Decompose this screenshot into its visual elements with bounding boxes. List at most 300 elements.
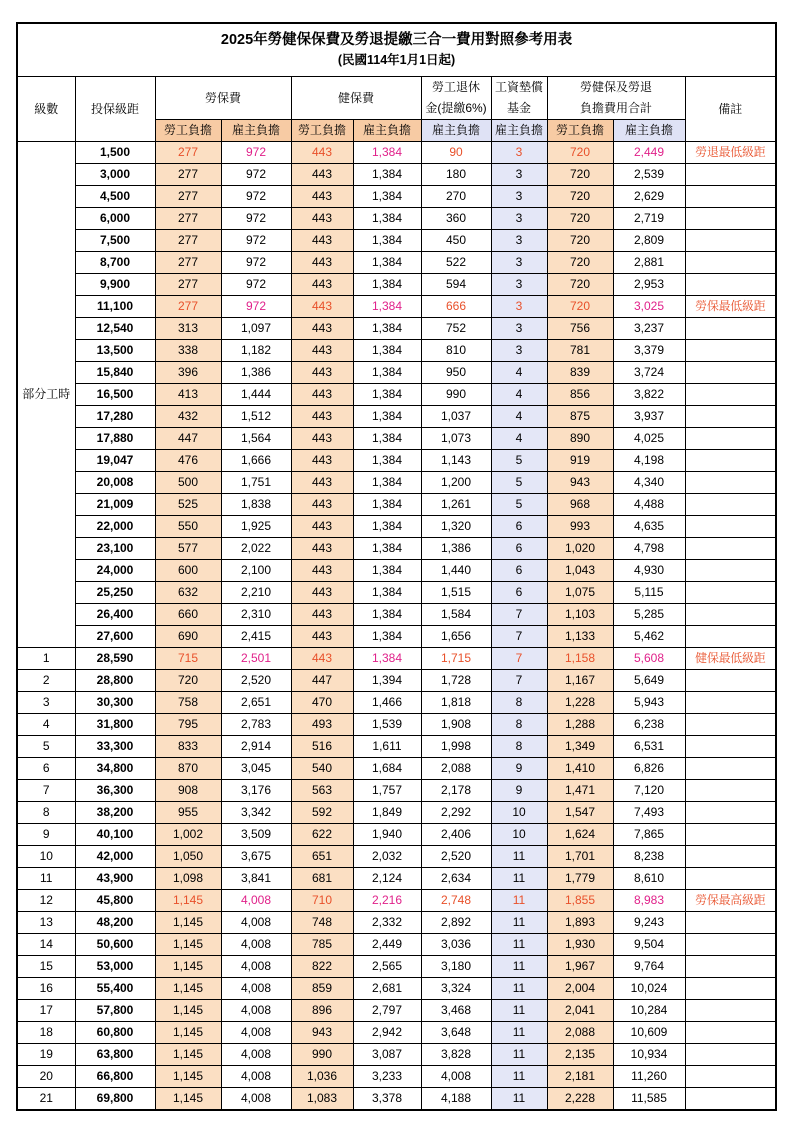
cell-level: 13 [17, 912, 75, 934]
header-level: 級數 [17, 77, 75, 142]
cell-total-employee: 720 [547, 274, 613, 296]
cell-wagefund-employer: 7 [491, 648, 547, 670]
cell-wagefund-employer: 4 [491, 406, 547, 428]
cell-health-employer: 1,940 [353, 824, 421, 846]
header-group-total-line1: 勞健保及勞退 [579, 80, 652, 95]
cell-wagefund-employer: 11 [491, 1000, 547, 1022]
cell-health-employee: 443 [291, 648, 353, 670]
cell-labor-employer: 4,008 [221, 1066, 291, 1088]
cell-labor-employee: 277 [155, 142, 221, 164]
cell-remark [685, 494, 776, 516]
cell-remark: 勞退最低級距 [685, 142, 776, 164]
cell-pension-employer: 2,406 [421, 824, 491, 846]
cell-wagefund-employer: 11 [491, 868, 547, 890]
header-group-wagefund-line2: 基金 [506, 101, 531, 116]
cell-labor-employer: 2,651 [221, 692, 291, 714]
cell-total-employee: 1,547 [547, 802, 613, 824]
cell-health-employee: 443 [291, 538, 353, 560]
cell-total-employee: 1,967 [547, 956, 613, 978]
cell-wagefund-employer: 11 [491, 934, 547, 956]
cell-bracket: 8,700 [75, 252, 155, 274]
cell-health-employee: 681 [291, 868, 353, 890]
header-group-pension-line2: 金(提繳6%) [425, 101, 487, 116]
cell-remark [685, 582, 776, 604]
cell-labor-employee: 1,145 [155, 978, 221, 1000]
cell-bracket: 23,100 [75, 538, 155, 560]
table-row [17, 934, 776, 956]
cell-labor-employer: 4,008 [221, 1088, 291, 1111]
cell-bracket: 66,800 [75, 1066, 155, 1088]
cell-labor-employer: 2,310 [221, 604, 291, 626]
cell-total-employee: 1,158 [547, 648, 613, 670]
table-row [17, 890, 776, 912]
cell-health-employer: 1,466 [353, 692, 421, 714]
table-row [17, 252, 776, 274]
table-row [17, 560, 776, 582]
cell-health-employer: 1,384 [353, 208, 421, 230]
cell-wagefund-employer: 11 [491, 1066, 547, 1088]
cell-health-employee: 443 [291, 450, 353, 472]
cell-labor-employer: 2,501 [221, 648, 291, 670]
cell-pension-employer: 360 [421, 208, 491, 230]
cell-labor-employer: 4,008 [221, 1022, 291, 1044]
cell-bracket: 12,540 [75, 318, 155, 340]
cell-total-employee: 2,088 [547, 1022, 613, 1044]
cell-total-employee: 919 [547, 450, 613, 472]
cell-bracket: 43,900 [75, 868, 155, 890]
table-row [17, 296, 776, 318]
cell-total-employee: 1,228 [547, 692, 613, 714]
cell-total-employee: 781 [547, 340, 613, 362]
cell-health-employee: 1,036 [291, 1066, 353, 1088]
cell-remark [685, 692, 776, 714]
cell-total-employer: 8,238 [613, 846, 685, 868]
cell-health-employer: 1,384 [353, 516, 421, 538]
cell-wagefund-employer: 4 [491, 362, 547, 384]
cell-pension-employer: 90 [421, 142, 491, 164]
cell-level: 6 [17, 758, 75, 780]
cell-health-employer: 2,032 [353, 846, 421, 868]
table-row [17, 692, 776, 714]
cell-pension-employer: 2,634 [421, 868, 491, 890]
cell-labor-employee: 277 [155, 164, 221, 186]
cell-total-employer: 7,865 [613, 824, 685, 846]
cell-level: 14 [17, 934, 75, 956]
subheader-labor-employee: 勞工負擔 [155, 120, 221, 142]
cell-health-employer: 1,384 [353, 406, 421, 428]
cell-labor-employer: 972 [221, 208, 291, 230]
cell-bracket: 33,300 [75, 736, 155, 758]
cell-total-employee: 943 [547, 472, 613, 494]
title-sub: (民國114年1月1日起) [337, 53, 456, 68]
cell-labor-employee: 550 [155, 516, 221, 538]
cell-total-employer: 8,983 [613, 890, 685, 912]
cell-total-employer: 7,120 [613, 780, 685, 802]
cell-remark [685, 780, 776, 802]
cell-wagefund-employer: 8 [491, 692, 547, 714]
cell-labor-employer: 972 [221, 230, 291, 252]
cell-total-employee: 2,181 [547, 1066, 613, 1088]
cell-remark [685, 450, 776, 472]
cell-labor-employer: 2,210 [221, 582, 291, 604]
cell-remark [685, 164, 776, 186]
table-row [17, 362, 776, 384]
cell-remark [685, 604, 776, 626]
table-row [17, 406, 776, 428]
cell-pension-employer: 1,818 [421, 692, 491, 714]
cell-total-employer: 2,449 [613, 142, 685, 164]
cell-health-employer: 2,681 [353, 978, 421, 1000]
cell-remark [685, 274, 776, 296]
cell-total-employee: 875 [547, 406, 613, 428]
cell-health-employer: 1,384 [353, 648, 421, 670]
table-row [17, 186, 776, 208]
table-row [17, 714, 776, 736]
cell-pension-employer: 1,656 [421, 626, 491, 648]
cell-total-employer: 2,881 [613, 252, 685, 274]
cell-labor-employee: 476 [155, 450, 221, 472]
cell-level: 15 [17, 956, 75, 978]
cell-health-employer: 2,216 [353, 890, 421, 912]
cell-labor-employer: 1,666 [221, 450, 291, 472]
cell-bracket: 28,800 [75, 670, 155, 692]
table-row [17, 340, 776, 362]
cell-labor-employer: 3,342 [221, 802, 291, 824]
cell-remark [685, 1044, 776, 1066]
cell-bracket: 26,400 [75, 604, 155, 626]
cell-remark [685, 560, 776, 582]
cell-bracket: 60,800 [75, 1022, 155, 1044]
cell-remark [685, 1022, 776, 1044]
cell-labor-employee: 413 [155, 384, 221, 406]
cell-health-employee: 822 [291, 956, 353, 978]
cell-labor-employer: 4,008 [221, 1000, 291, 1022]
cell-pension-employer: 666 [421, 296, 491, 318]
cell-labor-employee: 338 [155, 340, 221, 362]
cell-remark [685, 538, 776, 560]
cell-level: 20 [17, 1066, 75, 1088]
cell-health-employer: 1,539 [353, 714, 421, 736]
cell-pension-employer: 4,188 [421, 1088, 491, 1111]
cell-pension-employer: 3,180 [421, 956, 491, 978]
cell-level: 8 [17, 802, 75, 824]
cell-total-employer: 8,610 [613, 868, 685, 890]
table-row [17, 1000, 776, 1022]
cell-labor-employer: 972 [221, 296, 291, 318]
cell-health-employer: 2,124 [353, 868, 421, 890]
cell-pension-employer: 1,515 [421, 582, 491, 604]
cell-bracket: 13,500 [75, 340, 155, 362]
cell-wagefund-employer: 4 [491, 428, 547, 450]
cell-health-employee: 443 [291, 516, 353, 538]
cell-labor-employee: 870 [155, 758, 221, 780]
cell-remark: 健保最低級距 [685, 648, 776, 670]
cell-health-employer: 1,384 [353, 384, 421, 406]
cell-bracket: 16,500 [75, 384, 155, 406]
cell-wagefund-employer: 3 [491, 230, 547, 252]
cell-health-employee: 443 [291, 186, 353, 208]
cell-total-employee: 720 [547, 142, 613, 164]
cell-wagefund-employer: 10 [491, 824, 547, 846]
cell-pension-employer: 2,088 [421, 758, 491, 780]
cell-level: 5 [17, 736, 75, 758]
cell-bracket: 19,047 [75, 450, 155, 472]
cell-total-employee: 1,288 [547, 714, 613, 736]
cell-total-employer: 4,635 [613, 516, 685, 538]
cell-labor-employer: 1,444 [221, 384, 291, 406]
cell-health-employee: 443 [291, 252, 353, 274]
cell-wagefund-employer: 6 [491, 516, 547, 538]
cell-total-employer: 7,493 [613, 802, 685, 824]
cell-health-employee: 443 [291, 560, 353, 582]
cell-labor-employee: 1,145 [155, 934, 221, 956]
cell-total-employer: 4,198 [613, 450, 685, 472]
cell-bracket: 11,100 [75, 296, 155, 318]
cell-health-employee: 622 [291, 824, 353, 846]
cell-total-employee: 1,075 [547, 582, 613, 604]
cell-health-employer: 1,384 [353, 626, 421, 648]
cell-bracket: 22,000 [75, 516, 155, 538]
cell-health-employer: 1,394 [353, 670, 421, 692]
cell-bracket: 1,500 [75, 142, 155, 164]
cell-wagefund-employer: 3 [491, 296, 547, 318]
cell-health-employer: 1,384 [353, 230, 421, 252]
cell-remark [685, 758, 776, 780]
cell-total-employer: 5,943 [613, 692, 685, 714]
cell-pension-employer: 1,715 [421, 648, 491, 670]
cell-remark [685, 670, 776, 692]
cell-pension-employer: 1,037 [421, 406, 491, 428]
cell-labor-employee: 600 [155, 560, 221, 582]
cell-labor-employer: 972 [221, 164, 291, 186]
cell-bracket: 9,900 [75, 274, 155, 296]
table-row [17, 582, 776, 604]
header-group-wage-fund [491, 77, 547, 120]
cell-labor-employer: 1,182 [221, 340, 291, 362]
cell-health-employer: 1,384 [353, 318, 421, 340]
cell-health-employee: 443 [291, 406, 353, 428]
cell-wagefund-employer: 6 [491, 582, 547, 604]
cell-health-employee: 443 [291, 340, 353, 362]
cell-total-employer: 5,462 [613, 626, 685, 648]
cell-wagefund-employer: 11 [491, 912, 547, 934]
cell-labor-employer: 3,841 [221, 868, 291, 890]
cell-pension-employer: 3,468 [421, 1000, 491, 1022]
cell-labor-employee: 833 [155, 736, 221, 758]
part-time-label: 部分工時 [17, 142, 75, 648]
cell-health-employee: 651 [291, 846, 353, 868]
cell-bracket: 69,800 [75, 1088, 155, 1111]
cell-remark [685, 208, 776, 230]
cell-wagefund-employer: 3 [491, 164, 547, 186]
header-bracket: 投保級距 [75, 77, 155, 142]
cell-total-employer: 3,822 [613, 384, 685, 406]
cell-total-employer: 3,025 [613, 296, 685, 318]
cell-level: 7 [17, 780, 75, 802]
cell-labor-employer: 972 [221, 186, 291, 208]
cell-total-employee: 720 [547, 296, 613, 318]
cell-wagefund-employer: 8 [491, 714, 547, 736]
cell-remark [685, 186, 776, 208]
cell-bracket: 21,009 [75, 494, 155, 516]
cell-total-employer: 2,809 [613, 230, 685, 252]
cell-health-employee: 443 [291, 428, 353, 450]
cell-labor-employee: 277 [155, 186, 221, 208]
cell-pension-employer: 3,828 [421, 1044, 491, 1066]
cell-total-employer: 11,260 [613, 1066, 685, 1088]
cell-wagefund-employer: 7 [491, 626, 547, 648]
cell-labor-employer: 1,838 [221, 494, 291, 516]
cell-total-employee: 1,349 [547, 736, 613, 758]
cell-wagefund-employer: 7 [491, 670, 547, 692]
cell-total-employer: 3,937 [613, 406, 685, 428]
table-row [17, 450, 776, 472]
cell-remark [685, 340, 776, 362]
cell-labor-employer: 2,022 [221, 538, 291, 560]
header-group-pension-line1: 勞工退休 [431, 80, 480, 95]
cell-pension-employer: 990 [421, 384, 491, 406]
cell-labor-employee: 660 [155, 604, 221, 626]
cell-level: 17 [17, 1000, 75, 1022]
cell-health-employer: 1,684 [353, 758, 421, 780]
cell-wagefund-employer: 6 [491, 560, 547, 582]
cell-bracket: 17,880 [75, 428, 155, 450]
cell-health-employee: 443 [291, 274, 353, 296]
table-row [17, 274, 776, 296]
cell-bracket: 48,200 [75, 912, 155, 934]
cell-labor-employee: 277 [155, 296, 221, 318]
cell-labor-employee: 908 [155, 780, 221, 802]
cell-labor-employee: 795 [155, 714, 221, 736]
cell-total-employer: 2,629 [613, 186, 685, 208]
header-group-pension [421, 77, 491, 120]
cell-health-employer: 1,384 [353, 362, 421, 384]
cell-labor-employer: 4,008 [221, 934, 291, 956]
cell-pension-employer: 3,324 [421, 978, 491, 1000]
cell-health-employee: 443 [291, 494, 353, 516]
table-body [17, 23, 776, 1110]
cell-labor-employer: 1,564 [221, 428, 291, 450]
cell-pension-employer: 450 [421, 230, 491, 252]
cell-total-employee: 1,167 [547, 670, 613, 692]
cell-pension-employer: 3,036 [421, 934, 491, 956]
cell-total-employer: 4,930 [613, 560, 685, 582]
cell-wagefund-employer: 7 [491, 604, 547, 626]
cell-total-employer: 2,953 [613, 274, 685, 296]
cell-bracket: 38,200 [75, 802, 155, 824]
cell-total-employee: 720 [547, 208, 613, 230]
cell-total-employee: 1,624 [547, 824, 613, 846]
cell-labor-employee: 632 [155, 582, 221, 604]
table-row [17, 208, 776, 230]
cell-total-employee: 1,930 [547, 934, 613, 956]
cell-health-employee: 443 [291, 472, 353, 494]
cell-health-employee: 443 [291, 142, 353, 164]
cell-pension-employer: 1,073 [421, 428, 491, 450]
cell-health-employer: 1,384 [353, 274, 421, 296]
cell-level: 4 [17, 714, 75, 736]
cell-bracket: 17,280 [75, 406, 155, 428]
cell-pension-employer: 1,440 [421, 560, 491, 582]
cell-pension-employer: 810 [421, 340, 491, 362]
cell-pension-employer: 1,584 [421, 604, 491, 626]
cell-labor-employee: 690 [155, 626, 221, 648]
cell-total-employee: 720 [547, 230, 613, 252]
cell-total-employer: 3,379 [613, 340, 685, 362]
cell-pension-employer: 1,320 [421, 516, 491, 538]
cell-total-employee: 1,410 [547, 758, 613, 780]
cell-health-employee: 943 [291, 1022, 353, 1044]
cell-health-employer: 1,384 [353, 472, 421, 494]
cell-labor-employer: 3,509 [221, 824, 291, 846]
cell-level: 18 [17, 1022, 75, 1044]
cell-total-employee: 856 [547, 384, 613, 406]
subheader-health-employee: 勞工負擔 [291, 120, 353, 142]
table-row [17, 428, 776, 450]
cell-total-employer: 10,934 [613, 1044, 685, 1066]
cell-labor-employee: 955 [155, 802, 221, 824]
table-row [17, 1066, 776, 1088]
cell-pension-employer: 2,292 [421, 802, 491, 824]
cell-health-employee: 443 [291, 230, 353, 252]
cell-labor-employer: 1,751 [221, 472, 291, 494]
cell-wagefund-employer: 3 [491, 186, 547, 208]
cell-pension-employer: 522 [421, 252, 491, 274]
cell-health-employee: 990 [291, 1044, 353, 1066]
cell-bracket: 25,250 [75, 582, 155, 604]
cell-total-employee: 2,228 [547, 1088, 613, 1111]
cell-health-employee: 516 [291, 736, 353, 758]
cell-health-employee: 859 [291, 978, 353, 1000]
cell-labor-employee: 1,145 [155, 1088, 221, 1111]
cell-bracket: 27,600 [75, 626, 155, 648]
table-row [17, 604, 776, 626]
cell-labor-employee: 1,145 [155, 1044, 221, 1066]
cell-total-employee: 890 [547, 428, 613, 450]
cell-labor-employer: 2,100 [221, 560, 291, 582]
table-row [17, 736, 776, 758]
cell-wagefund-employer: 6 [491, 538, 547, 560]
header-group-total-line2: 負擔費用合計 [579, 101, 652, 116]
cell-labor-employer: 2,783 [221, 714, 291, 736]
cell-total-employee: 1,103 [547, 604, 613, 626]
cell-total-employer: 4,798 [613, 538, 685, 560]
cell-remark [685, 362, 776, 384]
cell-bracket: 50,600 [75, 934, 155, 956]
cell-level: 2 [17, 670, 75, 692]
cell-bracket: 53,000 [75, 956, 155, 978]
cell-health-employee: 443 [291, 384, 353, 406]
cell-wagefund-employer: 5 [491, 494, 547, 516]
cell-level: 19 [17, 1044, 75, 1066]
cell-level: 9 [17, 824, 75, 846]
cell-remark [685, 714, 776, 736]
cell-labor-employee: 1,145 [155, 956, 221, 978]
cell-remark [685, 516, 776, 538]
cell-health-employer: 1,384 [353, 428, 421, 450]
cell-health-employer: 1,384 [353, 252, 421, 274]
cell-total-employer: 6,238 [613, 714, 685, 736]
table-row [17, 1088, 776, 1111]
cell-labor-employer: 2,415 [221, 626, 291, 648]
cell-labor-employer: 4,008 [221, 956, 291, 978]
cell-level: 11 [17, 868, 75, 890]
cell-bracket: 34,800 [75, 758, 155, 780]
title-main: 2025年勞健保保費及勞退提繳三合一費用對照參考用表 [220, 32, 573, 48]
cell-bracket: 4,500 [75, 186, 155, 208]
table-row [17, 758, 776, 780]
cell-wagefund-employer: 3 [491, 142, 547, 164]
